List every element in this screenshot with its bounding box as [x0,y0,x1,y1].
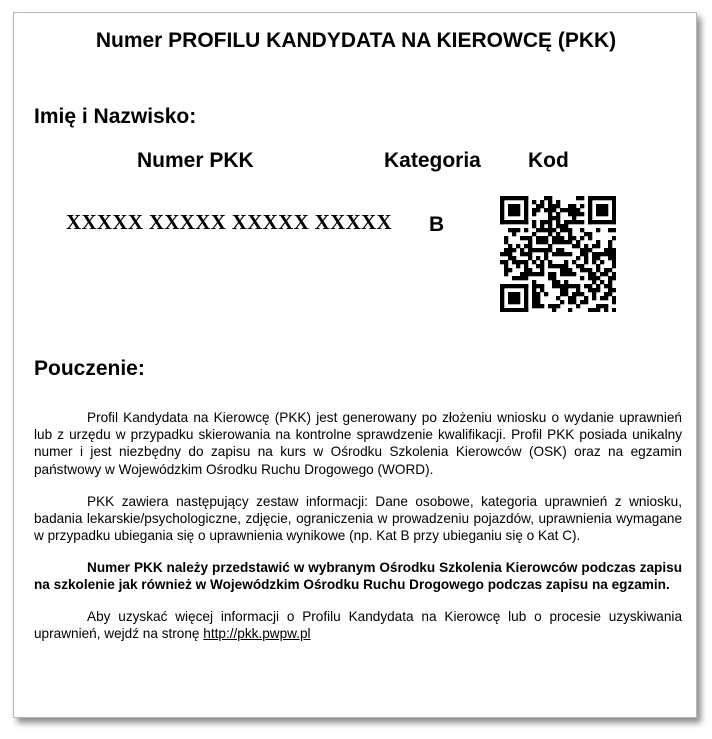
category-header: Kategoria [384,149,481,172]
category-value: B [429,213,445,236]
instructions-heading: Pouczenie: [34,357,145,380]
paragraph-pkk-notice: Numer PKK należy przedstawić w wybranym Ośrodku Szkolenia Kierowców podczas zapisu na szkolenie jak również w Wojewódzkim Ośrodku Ruchu Drogowego podczas zapisu na egzamin. [34,560,682,593]
paragraph-more-info [34,608,682,642]
paragraph-pkk-definition: Profil Kandydata na Kierowcę (PKK) jest generowany po złożeniu wniosku o wydanie uprawnień lub z urzędu w przypadku skierowania na kontrolne sprawdzenie kwalifikacji. Profil PKK posiada unikalny numer i jest niezbędny do zapisu na kurs w Ośrodku Szkolenia Kierowców (OSK) oraz na egzamin państwowy w Wojewódzkim Ośrodku Ruchu Drogowego (WORD). [34,410,682,477]
qr-code-icon [500,196,616,312]
paragraph-pkk-contents: PKK zawiera następujący zestaw informacji: Dane osobowe, kategoria uprawnień z wniosku, badania lekarskie/psychologiczne, zdjęcie, ograniczenia w prowadzeniu pojazdów, uprawnienia wymagane w przypadku ubiegania się o uprawnienia wynikowe (np. Kat B przy ubieganiu się o Kat C). [34,493,682,544]
name-label: Imię i Nazwisko: [34,105,197,128]
pkk-number-header: Numer PKK [137,149,254,172]
pkk-number-value: XXXXX XXXXX XXXXX XXXXX [66,210,392,234]
instructions-body [34,409,682,657]
document-page [13,12,697,718]
pkk-website-link[interactable]: http://pkk.pwpw.pl [203,626,311,642]
code-header: Kod [528,149,569,172]
document-title: Numer PROFILU KANDYDATA NA KIEROWCĘ (PKK) [95,29,617,52]
more-info-text: Aby uzyskać więcej informacji o Profilu Kandydata na Kierowcę lub o procesie uzyskiwania uprawnień, wejdź na stronę [34,609,682,642]
